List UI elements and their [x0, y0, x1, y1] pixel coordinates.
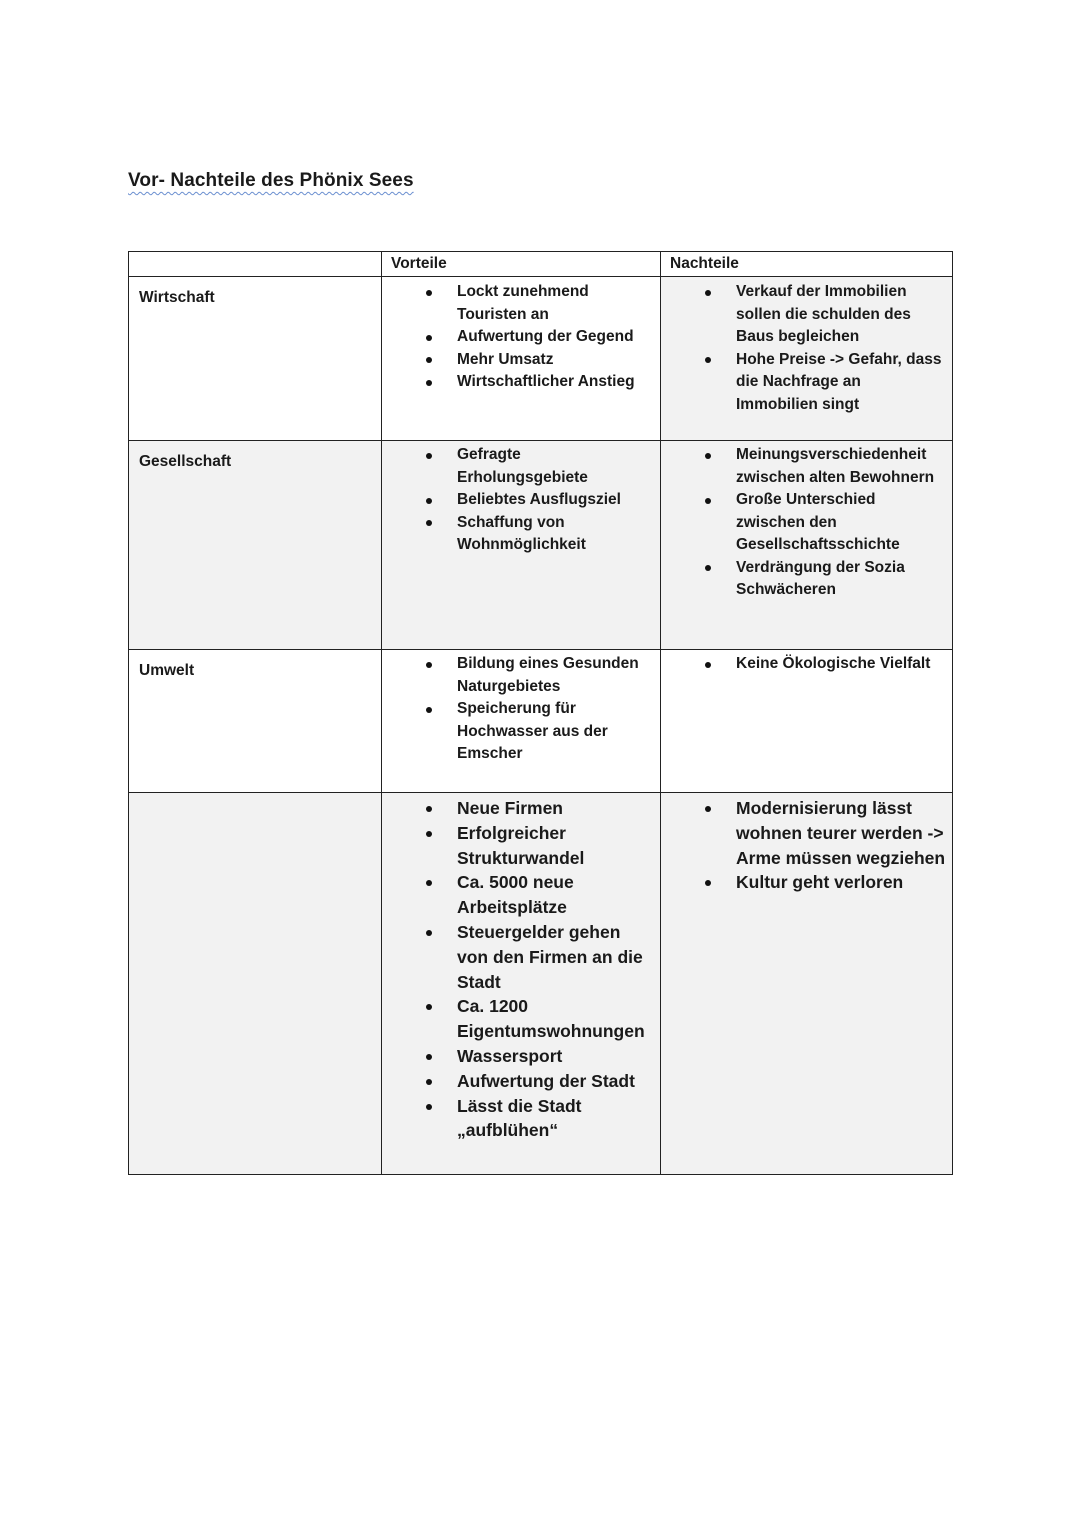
category-cell: Umwelt: [129, 650, 382, 793]
list-item: Mehr Umsatz: [382, 349, 654, 372]
category-cell: Wirtschaft: [129, 277, 382, 441]
cons-list: [661, 441, 952, 602]
table-header-row: [129, 252, 953, 277]
list-item: Verkauf der Immobilien sollen die schulden des Baus begleichen: [661, 281, 946, 349]
list-item: Lässt die Stadt „aufblühen“: [382, 1094, 654, 1144]
list-item: Wirtschaftlicher Anstieg: [382, 371, 654, 394]
category-cell: [129, 793, 382, 1175]
cons-list: [661, 650, 952, 676]
pros-cons-table: [128, 251, 953, 1175]
pros-list: [382, 793, 660, 1143]
pros-list: [382, 650, 660, 766]
table-row-wirtschaft: [129, 277, 953, 441]
list-item: Steuergelder gehen von den Firmen an die Stadt: [382, 920, 654, 994]
list-item: Aufwertung der Stadt: [382, 1069, 654, 1094]
pros-cell: [382, 277, 661, 441]
cons-cell: [661, 277, 953, 441]
header-category: [129, 252, 382, 277]
list-item: Verdrängung der Sozia Schwächeren: [661, 557, 946, 602]
list-item: Aufwertung der Gegend: [382, 326, 654, 349]
list-item: Ca. 5000 neue Arbeitsplätze: [382, 870, 654, 920]
list-item: Keine Ökologische Vielfalt: [661, 653, 946, 676]
pros-cell: [382, 793, 661, 1175]
list-item: Ca. 1200 Eigentumswohnungen: [382, 994, 654, 1044]
category-cell: Gesellschaft: [129, 441, 382, 650]
list-item: Speicherung für Hochwasser aus der Emscher: [382, 698, 654, 766]
cons-cell: [661, 793, 953, 1175]
pros-cell: [382, 650, 661, 793]
cons-list: [661, 793, 952, 895]
list-item: Wassersport: [382, 1044, 654, 1069]
list-item: Gefragte Erholungsgebiete: [382, 444, 654, 489]
list-item: Lockt zunehmend Touristen an: [382, 281, 654, 326]
list-item: Große Unterschied zwischen den Gesellschaftsschichte: [661, 489, 946, 557]
table-row-gesellschaft: [129, 441, 953, 650]
pros-list: [382, 441, 660, 557]
list-item: Kultur geht verloren: [661, 870, 946, 895]
list-item: Erfolgreicher Strukturwandel: [382, 821, 654, 871]
document-title: Vor- Nachteile des Phönix Sees: [128, 170, 414, 191]
pros-cell: [382, 441, 661, 650]
list-item: Hohe Preise -> Gefahr, dass die Nachfrage an Immobilien singt: [661, 349, 946, 417]
list-item: Beliebtes Ausflugsziel: [382, 489, 654, 512]
header-cons: Nachteile: [661, 252, 953, 277]
table-row-extra: [129, 793, 953, 1175]
cons-cell: [661, 441, 953, 650]
list-item: Schaffung von Wohnmöglichkeit: [382, 512, 654, 557]
header-pros: Vorteile: [382, 252, 661, 277]
list-item: Modernisierung lässt wohnen teurer werden -> Arme müssen wegziehen: [661, 796, 946, 870]
table-row-umwelt: [129, 650, 953, 793]
list-item: Bildung eines Gesunden Naturgebietes: [382, 653, 654, 698]
list-item: Meinungsverschiedenheit zwischen alten Bewohnern: [661, 444, 946, 489]
cons-list: [661, 277, 952, 416]
cons-cell: [661, 650, 953, 793]
list-item: Neue Firmen: [382, 796, 654, 821]
pros-list: [382, 277, 660, 394]
